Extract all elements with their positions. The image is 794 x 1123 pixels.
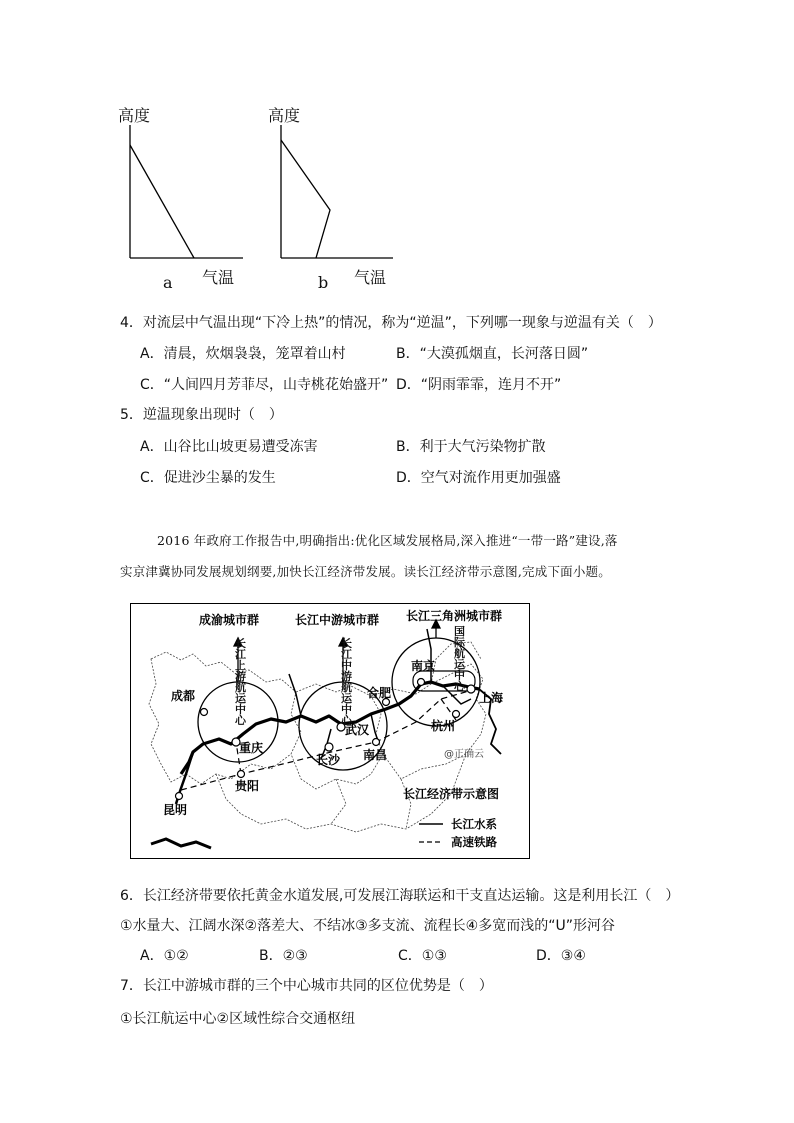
label-map-title: 长江经济带示意图: [403, 787, 500, 801]
passage-line-1: 2016 年政府工作报告中,明确指出:优化区域发展格局,深入推进“一带一路”建设,落: [157, 533, 618, 548]
q6-conditions: ①水量大、江阔水深②落差大、不结冰③多支流、流程长④多宽而浅的“U”形河谷: [120, 918, 615, 934]
label-cluster-middle: 长江中游城市群: [295, 613, 380, 627]
label-mid-shipping-vertical: 长江中游航运中心: [341, 637, 352, 727]
q6-option-c[interactable]: C．①③: [398, 948, 447, 964]
label-guiyang: 贵阳: [235, 779, 260, 793]
label-wuhan: 武汉: [345, 723, 370, 737]
nanjing-dot: [418, 679, 425, 686]
label-nanchang: 南昌: [363, 748, 388, 762]
q6-option-d[interactable]: D．③④: [536, 948, 586, 964]
graph-a-xlabel: 气温: [202, 268, 235, 287]
label-cluster-chengyu: 成渝城市群: [199, 613, 260, 627]
label-cluster-delta: 长江三角洲城市群: [406, 609, 503, 623]
q4-stem: 4．对流层中气温出现“下冷上热”的情况，称为“逆温”，下列哪一现象与逆温有关（ ）: [120, 315, 662, 331]
q4-option-b[interactable]: B．“大漠孤烟直，长河落日圆”: [396, 346, 589, 362]
changsha-dot: [325, 743, 333, 751]
graph-a-axes: [118, 125, 248, 265]
q5-option-a[interactable]: A．山谷比山坡更易遭受冻害: [140, 439, 318, 455]
hangzhou-dot: [453, 711, 460, 718]
label-chongqing: 重庆: [239, 741, 264, 755]
shanghai-dot: [467, 685, 475, 693]
yangtze-economic-belt-map: [130, 603, 530, 859]
label-upper-shipping-vertical: 长江上游航运中心: [235, 637, 246, 727]
legend-rail-label: 高速铁路: [451, 835, 497, 849]
q7-conditions: ①长江航运中心②区域性综合交通枢纽: [120, 1011, 356, 1027]
graph-a-ylabel: 高度: [118, 106, 151, 125]
label-nanjing: 南京: [411, 659, 436, 673]
guiyang-dot: [238, 771, 245, 778]
map-drawing: [131, 604, 529, 858]
q4-option-d[interactable]: D．“阴雨霏霏，连月不开”: [396, 377, 562, 393]
graph-b-xlabel: 气温: [354, 268, 387, 287]
q4-option-c[interactable]: C．“人间四月芳菲尽，山寺桃花始盛开”: [140, 377, 389, 393]
label-changsha: 长沙: [316, 753, 341, 767]
graph-b-ylabel: 高度: [268, 106, 301, 125]
label-hefei: 合肥: [367, 686, 392, 700]
q6-option-b[interactable]: B．②③: [259, 948, 308, 964]
label-intl-shipping-vertical: 国际航运中心: [454, 625, 465, 693]
legend-river-label: 长江水系: [451, 817, 497, 831]
nanchang-dot: [373, 739, 380, 746]
label-watermark: @正确云: [444, 749, 484, 760]
chengdu-dot: [201, 709, 208, 716]
label-hangzhou: 杭州: [431, 719, 456, 733]
q5-option-c[interactable]: C．促进沙尘暴的发生: [140, 470, 276, 486]
q5-option-d[interactable]: D．空气对流作用更加强盛: [396, 470, 561, 486]
label-kunming: 昆明: [163, 803, 188, 817]
passage-line-2: 实京津冀协同发展规划纲要,加快长江经济带发展。读长江经济带示意图,完成下面小题。: [120, 564, 611, 579]
q5-option-b[interactable]: B．利于大气污染物扩散: [396, 439, 546, 455]
graph-a-temperature-line: [130, 145, 194, 258]
graph-a-name: a: [163, 273, 173, 292]
graph-b-temperature-line: [281, 140, 330, 258]
q6-option-a[interactable]: A．①②: [140, 948, 189, 964]
q4-option-a[interactable]: A．清晨，炊烟袅袅，笼罩着山村: [140, 346, 346, 362]
q7-stem: 7．长江中游城市群的三个中心城市共同的区位优势是（ ）: [120, 978, 493, 994]
q5-stem: 5．逆温现象出现时（ ）: [120, 407, 283, 423]
southern-river: [151, 839, 211, 848]
graph-b-name: b: [318, 273, 329, 292]
label-shanghai: 上海: [479, 691, 504, 705]
label-chengdu: 成都: [171, 689, 196, 703]
q6-stem: 6．长江经济带要依托黄金水道发展,可发展江海联运和干支直达运输。这是利用长江（ ）: [120, 888, 680, 904]
label-arrows: [234, 620, 440, 682]
graph-b-axes: [268, 125, 398, 265]
kunming-dot: [176, 793, 183, 800]
